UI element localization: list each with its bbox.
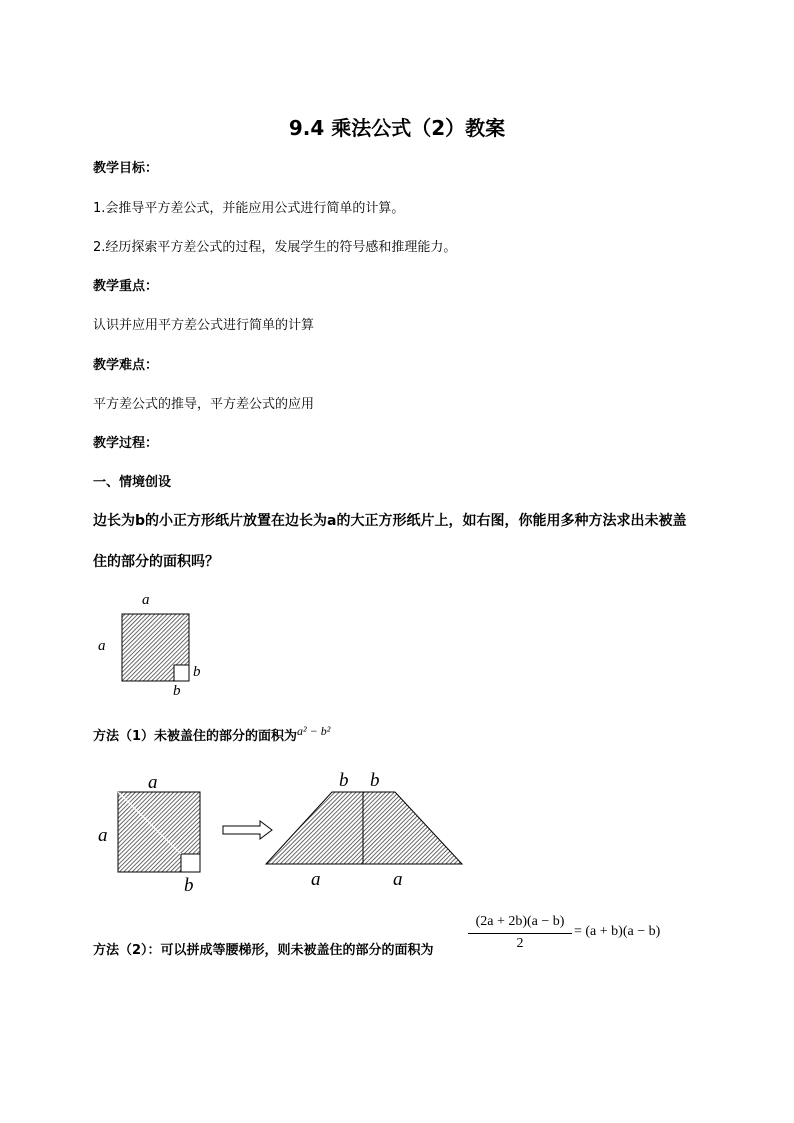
square-label-a-left: a xyxy=(98,825,108,846)
square-label-b-bottom: b xyxy=(184,875,194,896)
formula-numerator: (2a + 2b)(a − b) xyxy=(475,914,565,929)
label-b-bottom: b xyxy=(173,683,181,699)
method-2-formula xyxy=(468,910,673,956)
fraction-bar xyxy=(468,933,572,934)
label-a-left: a xyxy=(98,638,106,654)
figure-transform-diagram xyxy=(90,765,480,897)
process-heading: 教学过程： xyxy=(93,436,159,451)
method-1-formula: a² − b² xyxy=(297,724,331,738)
label-b-right: b xyxy=(193,664,201,680)
key-points-text: 认识并应用平方差公式进行简单的计算 xyxy=(93,318,315,333)
difficulties-heading: 教学难点： xyxy=(93,358,159,373)
page-title: 9.4 乘法公式（2）教案 xyxy=(288,116,506,140)
trap-label-a-left: a xyxy=(311,869,321,890)
problem-line-1: 边长为b的小正方形纸片放置在边长为a的大正方形纸片上，如右图，你能用多种方法求出未被盖 xyxy=(93,513,687,529)
trapezoid xyxy=(266,792,462,864)
small-square-2 xyxy=(181,854,200,872)
objective-item-2: 2.经历探索平方差公式的过程，发展学生的符号感和推理能力。 xyxy=(93,240,457,255)
method-1-text xyxy=(93,724,331,746)
figure-square-diagram xyxy=(90,585,230,700)
square-label-a-top: a xyxy=(148,772,158,793)
method-1-label: 方法（1）未被盖住的部分的面积为 xyxy=(93,729,298,744)
key-points-heading: 教学重点： xyxy=(93,279,159,294)
objectives-heading: 教学目标： xyxy=(93,161,159,176)
difficulties-text: 平方差公式的推导，平方差公式的应用 xyxy=(93,397,315,412)
formula-denominator: 2 xyxy=(516,936,524,951)
small-square xyxy=(174,665,189,681)
arrow-icon xyxy=(223,821,272,839)
trap-label-a-right: a xyxy=(393,869,403,890)
formula-result: = (a + b)(a − b) xyxy=(574,924,661,939)
trap-label-b-right: b xyxy=(370,770,380,791)
trap-label-b-left: b xyxy=(339,770,349,791)
method-2-text: 方法（2）：可以拼成等腰梯形，则未被盖住的部分的面积为 xyxy=(93,943,434,958)
label-a-top: a xyxy=(142,592,150,608)
section-1-heading: 一、情境创设 xyxy=(93,475,172,490)
objective-item-1: 1.会推导平方差公式，并能应用公式进行简单的计算。 xyxy=(93,201,405,216)
problem-line-2: 住的部分的面积吗？ xyxy=(93,554,219,570)
